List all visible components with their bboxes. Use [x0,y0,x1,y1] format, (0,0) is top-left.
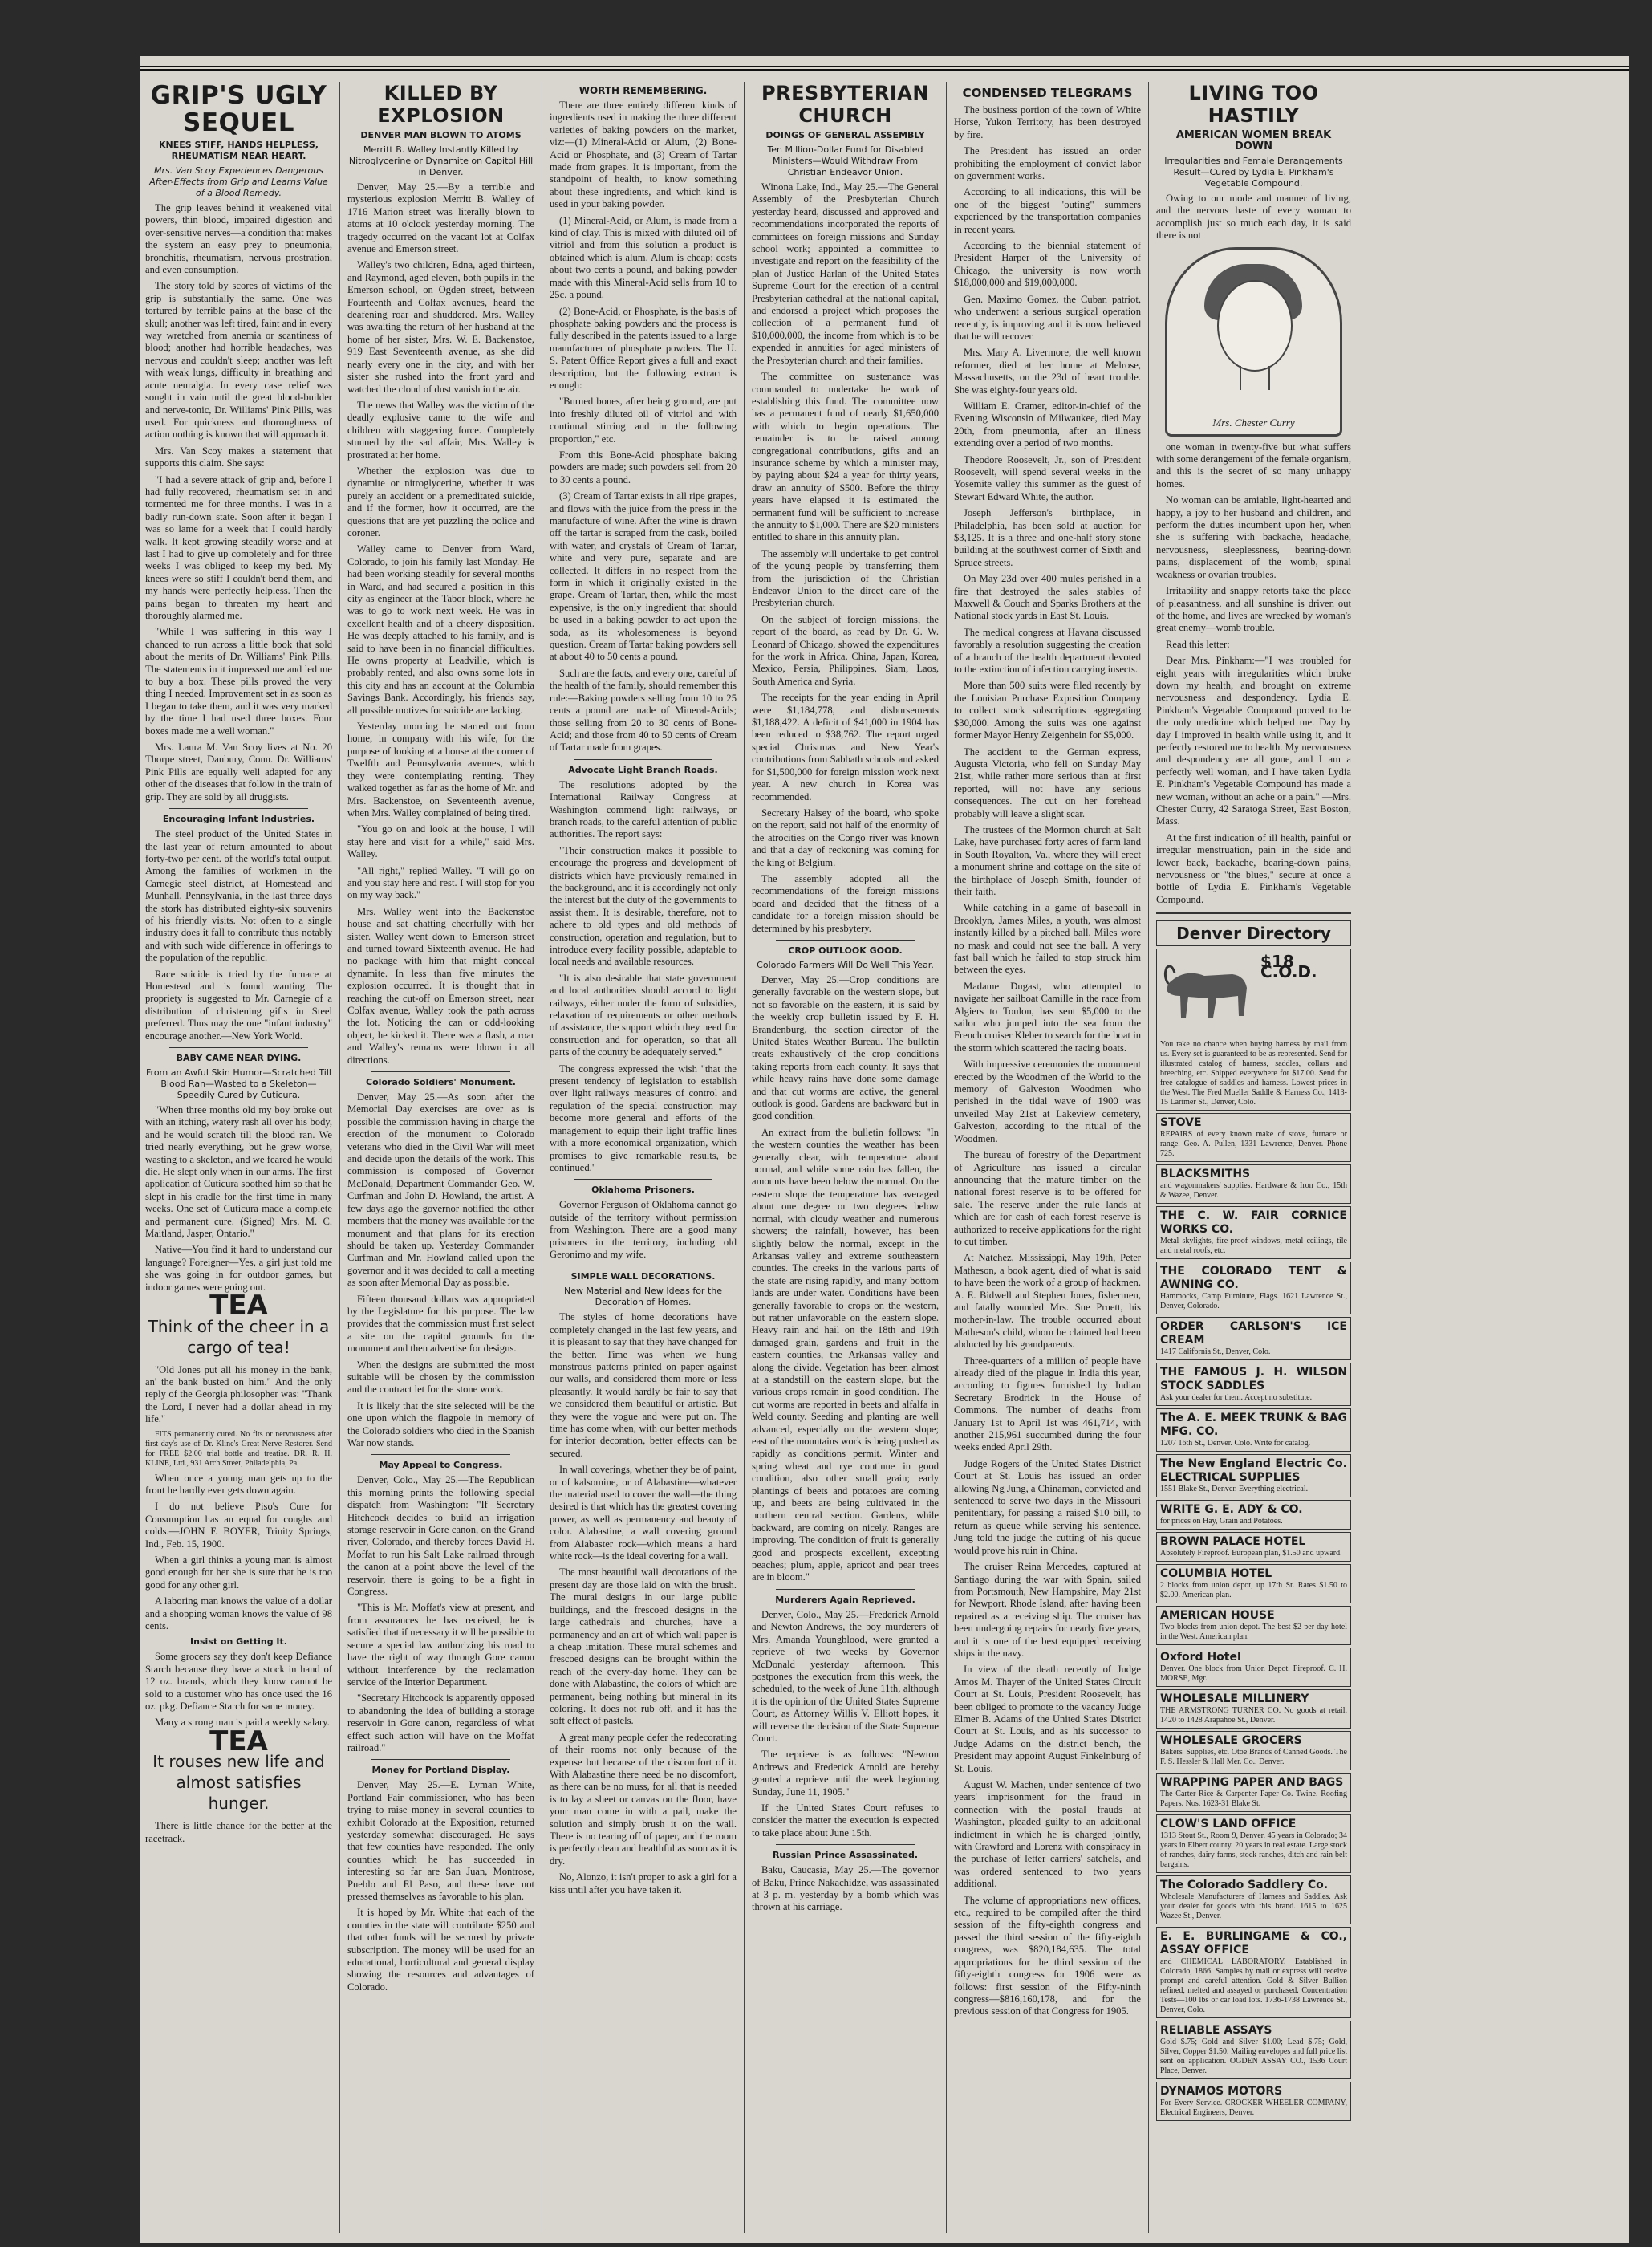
classified-ad-text: THE ARMSTRONG TURNER CO. No goods at retail. 1420 to 1428 Arapahoe St., Denver. [1160,1706,1347,1725]
paragraph: Mrs. Laura M. Van Scoy lives at No. 20 Thorpe street, Danbury, Conn. Dr. Williams' Pink Pills are equally well adapted for any other of the diseases that follow in the train of grip. They are sold by all druggists. [145,742,332,802]
paragraph: According to all indications, this will be one of the biggest "outing" summers experienced by the transportation companies in recent years. [954,186,1141,235]
horse-icon [1160,952,1256,1032]
classified-ad [1156,1606,1351,1645]
subhead: AMERICAN WOMEN BREAK DOWN [1175,129,1332,152]
paragraph: "I had a severe attack of grip and, before I had fully recovered, rheumatism set in and tormented me for three months. I was in a badly run-down state. Soon after it began I was so lame for a week that I could hardly walk. It kept growing steadily worse and at last I had to give up completely and for three weeks I was obliged to keep my bed. My knees were so stiff I couldn't bend them, and my hands were perfectly helpless. Then the pains began to threaten my heart and thoroughly alarmed me. [145,473,332,621]
separator [371,1759,510,1760]
paragraph: Walley's two children, Edna, aged thirteen, and Raymond, aged eleven, both pupils in the Emerson school, on Ogden street, between Fourteenth and Colfax avenues, heard the deafening roar and shuddered. Mrs. Walley was awaiting the return of her husband at the home of her sister, Mrs. W. E. Backenstoe, 919 East Seventeenth avenue, as she did nearly every one in the city, and with her sister she rushed into the front yard and watched the cloud of dust vanish in the air. [347,259,534,395]
fits-ad: FITS permanently cured. No fits or nervousness after first day's use of Dr. Kline's Great Nerve Restorer. Send for FREE $2.00 trial bottle and treatise. DR. R. H. KLINE, Ltd., 931 Arch Street, Philadelphia, Pa. [145,1429,332,1468]
classified-ad-heading: The A. E. MEEK TRUNK & BAG MFG. CO. [1160,1412,1347,1439]
column-2 [343,82,539,2233]
paragraph: Denver, Colo., May 25.—The Republican this morning prints the following special dispatch from Washington: "If Secretary Hitchcock decides to build an irrigation storage reservoir in Gore canon, on the Grand river, Colorado, and thereby forces David H. Moffat to run his Salt Lake railroad through the canon at a point above the level of the reservoir, there is going to be a fight in Congress. [347,1474,534,1598]
separator [574,759,712,760]
classified-ad-text: 1207 16th St., Denver. Colo. Write for catalog. [1160,1439,1311,1449]
paragraph: "This is Mr. Moffat's view at present, and from assurances he has received, he is satisfied that if necessary it will be possible to secure a special law authorizing his road to have the right of way through Gore canon without interference by the reclamation service of the Interior Department. [347,1602,534,1688]
paragraph: At Natchez, Mississippi, May 19th, Peter Matheson, a book agent, died of what is said to have been the work of a group of hackmen. A. E. Bidwell and Stephen Jones, fishermen, and fatally wounded Mrs. Sue Pruett, his mother-in-law. The trouble occurred about Matheson's child, whom he claimed had been abducted by his grandparents. [954,1252,1141,1351]
top-border-rule [140,66,1629,71]
classified-ad-text: Ask your dealer for them. Accept no substitute. [1160,1393,1313,1403]
headline-worth-remembering: WORTH REMEMBERING. [578,85,708,96]
classified-ad-text: and CHEMICAL LABORATORY. Established in Colorado, 1866. Samples by mail or express will receive prompt and careful attention. Gold & Silver Bullion refined, melted and assayed or purchased. Concentration Tests—100 lbs or car load lots. 1736-1738 Lawrence St., Denver, Colo. [1160,1957,1347,2015]
paragraph: The most beautiful wall decorations of the present day are those laid on with the brush. The mural designs in our large public buildings, and the frescoed designs in the large cathedrals and churches, have a permanency and an art of which wall paper is a cheap imitation. These mural schemes and frescoed designs can be brought within the reach of the every-day home. They can be done with Alabastine, the colors of which are permanent, being nothing but mineral in its coloring. It does not rub off, and it has the soft effect of pastels. [550,1566,737,1727]
paragraph: When the designs are submitted the most suitable will be chosen by the commission and the contract let for the stone work. [347,1359,534,1396]
paragraph: "When three months old my boy broke out with an itching, watery rash all over his body, and he would scratch till the blood ran. We tried nearly everything, but he grew worse, wasting to a skeleton, and we feared he would die. He slept only when in our arms. The first application of Cuticura soothed him so that he slept in his cradle for the first time in many weeks. One set of Cuticura made a complete and permanent cure. (Signed) Mrs. M. C. Maitland, Jasper, Ontario." [145,1104,332,1240]
column-4 [747,82,944,2233]
portrait-caption: Mrs. Chester Curry [1212,416,1295,429]
classified-ad-text: Two blocks from union depot. The best $2-per-day hotel in the West. American plan. [1160,1623,1347,1642]
paragraph: The reprieve is as follows: "Newton Andrews and Frederick Arnold are hereby granted a reprieve until the week beginning Sunday, June 11, 1905." [752,1749,939,1798]
classified-ad-text: 1313 Stout St., Room 9, Denver. 45 years in Colorado; 34 years in Elbert county. 20 years in real estate. Large stock of ranches, dairy farms, stock ranches, ditch and rain belt bargains. [1160,1831,1347,1870]
tea-ad-text: It rouses new life and almost satisfies hunger. [152,1752,325,1814]
paragraph: Race suicide is tried by the furnace at Homestead and is found wanting. The propriety is suggested to Mr. Carnegie of a distribution of christening gifts in Steel preferred. Thus may the one "infant industry" encourage another.—New York World. [145,968,332,1042]
classified-ad-heading: BLACKSMITHS [1160,1168,1251,1181]
paragraph: No woman can be amiable, light-hearted and happy, a joy to her husband and children, and perform the duties incumbent upon her, when she is suffering with backache, headache, nervousness, sleeplessness, bearing-down pains, displacement of the womb, spinal weakness or ovarian troubles. [1156,494,1351,580]
headline-wall-decorations: SIMPLE WALL DECORATIONS. [570,1271,716,1282]
subhead-deck: Ten Million-Dollar Fund for Disabled Ministers—Would Withdraw From Christian Endeavor Union. [767,144,923,177]
paragraph: When a girl thinks a young man is almost good enough for her she is sure that he is too good for any other girl. [145,1554,332,1591]
subhead-insist: Insist on Getting It. [190,1636,287,1648]
column-3 [545,82,741,2233]
denver-directory-banner [1156,920,1351,946]
paragraph: I do not believe Piso's Cure for Consumption has an equal for coughs and colds.—JOHN F. BOYER, Trinity Springs, Ind., Feb. 15, 1900. [145,1501,332,1550]
column-6 [1151,82,1356,2233]
paragraph: Denver, May 25.—E. Lyman White, Portland Fair commissioner, who has been trying to raise money in several counties to exhibit Colorado at the Exposition, returned yesterday somewhat discouraged. He says that few counties have responded. The only counties which he has succeeded in interesting so far are San Juan, Montrose, Pueblo and El Paso, and these have not pressed themselves as favorable to his plan. [347,1779,534,1902]
paragraph: When once a young man gets up to the front he hardly ever gets down again. [145,1472,332,1496]
classified-ad [1156,1408,1351,1452]
paragraph: Denver, May 25.—As soon after the Memorial Day exercises are over as is possible the commission having in charge the erection of the monument to Colorado veterans who died in the Civil War will meet and decide upon the details of the work. This commission is composed of Governor McDonald, Department Commander Geo. W. Curfman and John D. Howland, the artist. A few days ago the governor notified the other members that the money was available for the monument and that plans for its erection should be taken up. Yesterday Commander Curfman and Mr. Howland called upon the governor and it was decided to call a meeting as soon after Memorial Day as possible. [347,1091,534,1289]
classified-ad-heading: THE COLORADO TENT & AWNING CO. [1160,1265,1347,1292]
subhead-deck: From an Awful Skin Humor—Scratched Till Blood Ran—Wasted to a Skeleton—Speedily Cured by Cuticura. [146,1067,331,1100]
paragraph: "Their construction makes it possible to encourage the progress and development of districts which have previously remained in the background, and it is accordingly not only the interest but the duty of the governments to assist them. It is desirable, therefore, not to adhere to old types and old methods of construction, operation and regulation, but to introduce every facility possible, adaptable to local needs and available resources. [550,844,737,968]
classified-ad-heading: CLOW'S LAND OFFICE [1160,1818,1297,1831]
classified-ad [1156,1564,1351,1603]
paragraph: The styles of home decorations have completely changed in the last few years, and it is pleasant to say that they have changed for the better. Time was when we hung monstrous patterns printed on paper against our walls, and considered them more or less pleasantly. It would hardly be fair to say that we considered them beautiful or artistic. But they were the vogue and were put on. The time has come when, with our better methods for interior decoration, better effects can be secured. [550,1311,737,1459]
classified-ad-heading: COLUMBIA HOTEL [1160,1567,1272,1581]
paragraph: According to the biennial statement of President Harper of the University of Chicago, the university is now worth $18,000,000 and $19,000,000. [954,240,1141,289]
classified-ad [1156,1262,1351,1314]
paragraph: The resolutions adopted by the International Railway Congress at Washington commend light railways, or branch roads, to the careful attention of public authorities. The report says: [550,778,737,840]
paragraph: "While I was suffering in this way I chanced to run across a little book that sold about the merits of Dr. Williams' Pink Pills. The statements in it impressed me and led me to buy a box. These pills proved the very thing I needed. Improvement set in as soon as I began to take them, and it was very marked by the time I had used three boxes. Four boxes made me a well woman." [145,626,332,737]
paragraph: (3) Cream of Tartar exists in all ripe grapes, and flows with the juice from the press in the manufacture of wine. After the wine is drawn off the tartar is scraped from the cask, boiled with water, and crystals of Cream of Tartar, white and very pure, separate and are collected. It differs in no respect from the form in which it originally existed in the grape. Cream of Tartar, then, while the most expensive, is the only ingredient that should be used in a baking powder to act upon the soda, as its wholesomeness is beyond question. Cream of Tartar baking powders sell at about 40 to 50 cents a pound. [550,490,737,663]
paragraph: On the subject of foreign missions, the report of the board, as read by Dr. G. W. Leonard of Chicago, showed the expenditures for the work in Africa, China, Japan, Korea, Mexico, Persia, Philippines, Siam, Laos, South America and Syria. [752,613,939,687]
classified-ad [1156,1164,1351,1204]
classified-ad [1156,2082,1351,2121]
paragraph: The business portion of the town of White Horse, Yukon Territory, has been destroyed by fire. [954,104,1141,140]
paragraph: Such are the facts, and every one, careful of the health of the family, should remember this rule:—Baking powders selling from 10 to 25 cents a pound are made of Mineral-Acids; those selling from 20 to 30 cents of Bone-Acid; and those from 40 to 50 cents of Cream of Tartar made from grapes. [550,667,737,754]
classified-ad-heading: WHOLESALE MILLINERY [1160,1692,1309,1706]
subhead-deck: Irregularities and Female Derangements Result—Cured by Lydia E. Pinkham's Vegetable Compound. [1164,156,1343,189]
subhead-deck: New Material and New Ideas for the Decoration of Homes. [564,1286,722,1308]
separator [1156,912,1351,914]
paragraph: The bureau of forestry of the Department of Agriculture has issued a circular announcing that the mature timber on the national forest reserve is to be offered for sale. The reserve under the rule lands at which are for cash of each forest reserve is authorized to receive applications for the right to cut timber. [954,1149,1141,1247]
harness-text: You take no chance when buying harness by mail from us. Every set is guaranteed to be as represented. Send for illustrated catalog of harness, saddles, collars and breeching, etc. Shipped everywhere for $17.00. Send for free catalogue of saddles and harness. Lowest prices in the West. The Fred Mueller Saddle & Harness Co., 1413-15 Larimer St., Denver, Colo. [1160,1040,1347,1107]
classified-ad [1156,1532,1351,1562]
classified-ad [1156,1113,1351,1162]
paragraph: Joseph Jefferson's birthplace, in Philadelphia, has been sold at auction for $3,125. It is a three and one-half story stone building at the southwest corner of Sixth and Spruce streets. [954,507,1141,568]
classified-ad [1156,1454,1351,1497]
paragraph: There is little chance for the better at the racetrack. [145,1820,332,1844]
paragraph: (1) Mineral-Acid, or Alum, is made from a kind of clay. This is mixed with diluted oil of vitriol and from this solution a product is obtained which is alum. Alum is cheap; costs about two cents a pound, and baking powder made with this Mineral-Acid sells from 10 to 25c. a pound. [550,214,737,301]
classified-ad-heading: THE C. W. FAIR CORNICE WORKS CO. [1160,1209,1347,1237]
classified-ad-text: For Every Service. CROCKER-WHEELER COMPANY, Electrical Engineers, Denver. [1160,2099,1347,2118]
paragraph: The assembly will undertake to get control of the young people by transferring them from the jurisdiction of the Christian Endeavor Union to the direct care of the Presbyterian church. [752,547,939,609]
classified-ad [1156,1773,1351,1812]
classified-ad-heading: RELIABLE ASSAYS [1160,2024,1272,2038]
paragraph: The accident to the German express, Augusta Victoria, who fell on Sunday May 21st, while rather more serious than at first reported, will not have any serious consequences. The cut on her forehead probably will leave a slight scar. [954,746,1141,819]
paragraph: The steel product of the United States in the last year of return amounted to about forty-two per cent. of the world's total output. Among the families of workmen in the Carnegie steel district, at Homestead and Munhall, Pennsylvania, in the last three days the stork has distributed eighty-six souvenirs of his friendly visits. Not often to a single industry does it fall to contribute thus notably and with such wide difference in offerings to the population of the republic. [145,828,332,964]
classified-ad-text: 2 blocks from union depot, up 17th St. Rates $1.50 to $2.00. American plan. [1160,1581,1347,1600]
separator [371,1454,510,1455]
tea-ad-heading: TEA [209,1725,268,1757]
paragraph: Whether the explosion was due to dynamite or nitroglycerine, whether it was purely an accident or a premeditated suicide, and if the former, how it occurred, are the questions that are yet puzzling the police and coroner. [347,465,534,538]
classified-ad-text: 1417 California St., Denver, Colo. [1160,1347,1271,1357]
paragraph: "Burned bones, after being ground, are put into freshly diluted oil of vitriol and with continual stirring and in the following proportion," etc. [550,396,737,445]
classified-ad [1156,1689,1351,1729]
subhead: DENVER MAN BLOWN TO ATOMS [360,130,522,140]
paragraph: "It is also desirable that state government and local authorities should accord to light railways, either under the form of subsidies, relaxation of requirements or other methods of assistance, the support which they need for construction and for operation, so that all parts of the country be adequately served." [550,972,737,1058]
subhead-deck: Mrs. Van Scoy Experiences Dangerous After-Effects from Grip and Learns Value of a Blood Remedy. [149,165,328,198]
face-shape [1217,280,1293,372]
paragraph: Fifteen thousand dollars was appropriated by the Legislature for this purpose. The law provides that the commission must first select a site on the capitol grounds for the monument and then advertise for designs. [347,1293,534,1355]
paragraph: Some grocers say they don't keep Defiance Starch because they have a stock in hand of 12 oz. brands, which they know cannot be sold to a customer who has once used the 16 oz. pkg. Defiance Starch for same money. [145,1651,332,1713]
classified-ad-text: Bakers' Supplies, etc. Otoe Brands of Canned Goods. The F. S. Hessler & Hall Mer. Co., Denver. [1160,1748,1347,1767]
headline-grips-ugly-sequel: GRIP'S UGLY SEQUEL [150,82,327,137]
tea-ad-heading: TEA [209,1290,268,1323]
subhead: KNEES STIFF, HANDS HELPLESS, RHEUMATISM NEAR HEART. [159,140,319,161]
classified-ad-heading: WRITE G. E. ADY & CO. [1160,1503,1303,1517]
classified-ad-text: Denver. One block from Union Depot. Fireproof. C. H. MORSE, Mgr. [1160,1664,1347,1684]
separator [776,1844,915,1845]
subhead-infant-industries: Encouraging Infant Industries. [162,814,315,825]
paragraph: The news that Walley was the victim of the deadly explosive came to the wife and children with staggering force. Completely stunned by the sad affair, Mrs. Walley is prostrated at her home. [347,399,534,461]
paragraph: Baku, Caucasia, May 25.—The governor of Baku, Prince Nakachidze, was assassinated at 3 p. m. yesterday by a bomb which was thrown at his carriage. [752,1864,939,1913]
subhead-russian-prince: Russian Prince Assassinated. [772,1850,919,1861]
paragraph: Mrs. Walley went into the Backenstoe house and sat chatting cheerfully with her sister. Walley went down to Emerson street and turned toward Sixteenth avenue. He had no package with him that might conceal dynamite. In less than five minutes the explosion occurred. It is thought that in reaching the cut-off on Emerson street, near Colfax avenue, Walley took the path across the lot. Noticing the can or odd-looking object, he kicked it. There was a flash, a roar and Walley's remains were blown in all directions. [347,905,534,1066]
paragraph: "You go on and look at the house, I will stay here and visit for a while," said Mrs. Walley. [347,823,534,860]
paragraph: An extract from the bulletin follows: "In the western counties the weather has been generally clear, with temperature about normal, and while some rain has fallen, the amounts have been below the normal. On the eastern slope the temperature has averaged about one degree or two degrees below normal, with cloudy weather and numerous showers; the rainfall, however, has been slightly below the normal, except in the Arkansas valley and extreme southeastern counties. The creeks in the various parts of the state are rising rapidly, and many bottom lands are under water. Conditions have been generally favorable to crops on the western, but rather unfavorable on the eastern slope. Heavy rain and hail on the 18th and 19th damaged grain, gardens and fruit in the eastern counties, the Arkansas valley and along the divide. Vegetation has been almost at a standstill on the eastern slope, but the various crops remain in good condition. The cut worms are reported in beets and alfalfa in Weld county. Seeding and planting are well advanced, especially on the western slope; east of the mountains work is being pushed as rapidly as conditions permit. Winter and spring wheat and rye continue in good condition, also other small grain; early plantings of beets and potatoes are coming up, and beets are being cultivated in the northern central section. Gardens, while backward, are coming on nicely. Ranges are improving. The condition of fruit is generally good and prospects excellent, excepting peaches; plum, apple, apricot and pear trees are in bloom." [752,1126,939,1583]
classified-ad-text: REPAIRS of every known make of stove, furnace or range. Geo. A. Pullen, 1331 Lawrence, Denver. Phone 725. [1160,1130,1347,1159]
directory-title: Denver Directory [1176,924,1331,944]
classified-ad [1156,1648,1351,1687]
classified-ad-text: 1551 Blake St., Denver. Everything electrical. [1160,1485,1309,1494]
paragraph: A great many people defer the redecorating of their rooms not only because of the expense but because of the discomfort of it. With Alabastine there need be no discomfort, as there can be no muss, for all that is needed is to lay a sheet or canvas on the floor, have your man come in with a pail, make the solution and simply brush it on the wall. There is no tearing off of paper, and the room is perfectly clean and healthful as soon as it is dry. [550,1731,737,1867]
paragraph: The trustees of the Mormon church at Salt Lake, have purchased forty acres of farm land in South Royalton, Va., where they will erect a monument shrine and cottage on the site of the birthplace of Joseph Smith, founder of their faith. [954,823,1141,897]
neck-shape [1240,366,1270,390]
paragraph: No, Alonzo, it isn't proper to ask a girl for a kiss until after you have taken it. [550,1871,737,1896]
paragraph: Denver, May 25.—Crop conditions are generally favorable on the western slope, but not so favorable on the eastern, it is said by the weekly crop bulletin issued by F. H. Brandenburg, the section director of the United States Weather Bureau. The bulletin treats exhaustively of the crop conditions taking reports from each county. It says that while heavy rains have done some damage and that cut worms are active, the general outlook is good. Gardens are backward but in good condition. [752,973,939,1122]
paragraph: The medical congress at Havana discussed favorably a resolution suggesting the creation of a branch of the health department devoted to the extinction of infection carrying insects. [954,626,1141,676]
subhead-deck: Merritt B. Walley Instantly Killed by Nitroglycerine or Dynamite on Capitol Hill in Denver. [348,144,534,177]
paragraph: The congress expressed the wish "that the present tendency of legislation to establish over light railways measures of control and regulation of the special construction may become more general and efforts of the management to equip their light traffic lines with a more economical organization, which promises to give remarkable results, be continued." [550,1063,737,1173]
paragraph: If the United States Court refuses to consider the matter the execution is expected to take place about June 15th. [752,1802,939,1839]
classified-ad-heading: STOVE [1160,1116,1202,1130]
paragraph: Denver, May 25.—By a terrible and mysterious explosion Merritt B. Walley of 1716 Marion street was literally blown to atoms at 10 o'clock yesterday morning. The tragedy occurred on the vacant lot at Colfax avenue and Emerson street. [347,181,534,255]
separator [371,1071,510,1072]
paragraph: Madame Dugast, who attempted to navigate her sailboat Camille in the race from Algiers to Toulon, has sent $5,000 to the sailor who jumped into the sea from the French cruiser Kleber to search for the boat in the storm which scattered the racing boats. [954,980,1141,1054]
subhead-branch-roads: Advocate Light Branch Roads. [568,764,718,775]
paragraph: The President has issued an order prohibiting the employment of convict labor on government works. [954,145,1141,182]
classified-ad-heading: ORDER CARLSON'S ICE CREAM [1160,1320,1347,1347]
subhead-portland: Money for Portland Display. [371,1765,510,1776]
paragraph: August W. Machen, under sentence of two years' imprisonment for the fraud in connection with the postal frauds at Washington, pleaded guilty to an additional indictment in which he is charged jointly, with Crawford and Lorenz with conspiracy in the purchase of letter carriers' satchels, and was ordered sentenced to two years additional. [954,1779,1141,1890]
paragraph: In wall coverings, whether they be of paint, or of kalsomine, or of Alabastine—whatever the material used to cover the wall—the thing desired is that which has the greatest covering power, as well as permanency and beauty of color. Alabastine, a wall covering ground from Alabaster rock—which means a hard white rock—is the ideal covering for a wall. [550,1464,737,1562]
separator [776,940,915,941]
column-rule [744,82,745,2233]
classified-ad-text: The Carter Rice & Carpenter Paper Co. Twine. Roofing Papers. Nos. 1623-31 Blake St. [1160,1790,1347,1809]
classified-ad-heading: AMERICAN HOUSE [1160,1609,1275,1623]
paragraph: Dear Mrs. Pinkham:—"I was troubled for eight years with irregularities which broke down my health, and brought on extreme nervousness and despondency. Lydia E. Pinkham's Vegetable Compound proved to be the only medicine which helped me. Day by day I improved in health while using it, and it perfectly restored me to health. My nervousness and despondency are all gone, and I am a perfectly well woman, and I have taken Lydia E. Pinkham's Vegetable Compound has made a new woman, without an ache or a pain." —Mrs. Chester Curry, 42 Saratoga Street, East Boston, Mass. [1156,655,1351,827]
paragraph: The assembly adopted all the recommendations of the foreign missions board and decided that the fitness of a candidate for a foreign mission should be determined by his presbytery. [752,872,939,934]
horse-harness-illustration [1160,952,1347,1040]
paragraph: Yesterday morning he started out from home, in company with his wife, for the purpose of looking at a house at the corner of Twelfth and Pennsylvania avenues, which they were contemplating renting. They walked together as far as the home of Mr. and Mrs. Backenstoe, on Seventeenth avenue, when Mrs. Walley complained of being tired. [347,721,534,819]
separator [169,808,308,809]
subhead: DOINGS OF GENERAL ASSEMBLY [765,130,925,140]
paragraph: The committee on sustenance was commanded to undertake the work of establishing this fund. The committee now has a permanent fund of nearly $1,650,000 with which to begin operations. The remainder is to be raised among congregational contributions, gifts and an insurance scheme by which a minister may, by paying about $24 a year for thirty years, draw an annuity of $500. Before the thirty years have elapsed it is estimated the permanent fund will be sufficient to increase the annuity to $1,000. There are $20 ministers entitled to share in this annuity plan. [752,371,939,543]
subhead-deck: Colorado Farmers Will Do Well This Year. [757,959,934,970]
paragraph: "Old Jones put all his money in the bank, an' the bank busted on him." And the only reply of the Georgia philosopher was: "Thank the Lord, I never had a dollar ahead in my life." [145,1363,332,1425]
paragraph: Native—You find it hard to understand our language? Foreigner—Yes, a girl just told me she was going in for outdoor games, but indoor games were going out. [145,1244,332,1293]
classified-ad-heading: WRAPPING PAPER AND BAGS [1160,1776,1344,1790]
paragraph: The grip leaves behind it weakened vital powers, thin blood, impaired digestion and over-sensitive nerves—a condition that makes the system an easy prey to pneumonia, bronchitis, rheumatism, nervous prostration, and even consumption. [145,202,332,276]
paragraph: While catching in a game of baseball in Brooklyn, James Miles, a youth, was almost instantly killed by a pitched ball. Miles wore no mask and could not see the ball. A very fast ball which he failed to stop struck him between the eyes. [954,902,1141,976]
newspaper-page [140,56,1629,2243]
paragraph: Gen. Maximo Gomez, the Cuban patriot, who underwent a serious surgical operation recently, is improving and it is now believed that he will recover. [954,293,1141,342]
paragraph: Governor Ferguson of Oklahoma cannot go outside of the territory without permission from Washington. There are a good many prisoners in the territory, including old Geronimo and my wife. [550,1199,737,1260]
paragraph: Judge Rogers of the United States District Court at St. Louis has issued an order allowing Ng Jung, a Chinaman, convicted and sentenced to serve two days in the Missouri penitentiary, for passing a raised $10 bill, to return as queue while serving his sentence. Jung told the judge the cutting of his queue would prove his ruin in China. [954,1457,1141,1556]
paragraph: (2) Bone-Acid, or Phosphate, is the basis of phosphate baking powders and the process is fully described in the patents issued to a large manufacturer of phosphate powders. The U. S. Patent Office Report gives a full and exact description, but the following extract is enough: [550,305,737,391]
paragraph: The cruiser Reina Mercedes, captured at Santiago during the war with Spain, sailed from Portsmouth, New Hampshire, May 21st for Newport, Rhode Island, after having been repaired as a receiving ship. The cruiser has been undergoing repairs for nearly five years, and it is one of the best equipped receiving ships in the navy. [954,1561,1141,1659]
classified-ad-text: Absolutely Fireproof. European plan, $1.50 and upward. [1160,1549,1342,1558]
paragraph: More than 500 suits were filed recently by the Louisian Purchase Exposition Company to collect stock subscriptions aggregating $30,000. Among the suits was one against former Mayor Henry Zeigenhein for $5,000. [954,680,1141,742]
classified-ad-heading: E. E. BURLINGAME & CO., ASSAY OFFICE [1160,1930,1347,1957]
classified-ads-list [1156,1113,1351,2121]
subhead-murderers-reprieved: Murderers Again Reprieved. [775,1594,915,1605]
paragraph: Three-quarters of a million of people have already died of the plague in India this year, according to figures furnished by Indian Secretary Brodrick in the House of Commons. The number of deaths from January 1st to April 1st was 461,714, with another 215,961 succumbed during the four weeks ended April 29th. [954,1355,1141,1453]
headline-condensed-telegrams: CONDENSED TELEGRAMS [962,86,1133,100]
portrait-illustration [1165,247,1342,437]
paragraph: "Secretary Hitchcock is apparently opposed to abandoning the idea of building a storage reservoir in Gore canon, regardless of what effect such action will have on the Moffat railroad." [347,1692,534,1753]
paragraph: The volume of appropriations new offices, etc., required to be compiled after the third session of the fifty-eighth congress and passed the third session of the fifty-eighth congress, was $820,184,635. The total appropriations for the third session of the fifty-eighth congress for 1906 were as follows: first session of the Fifty-ninth congress—$816,160,178, and for the previous session of that Congress for 1905. [954,1894,1141,2017]
paragraph: Denver, Colo., May 25.—Frederick Arnold and Newton Andrews, the boy murderers of Mrs. Amanda Youngblood, were granted a reprieve of two weeks by Governor McDonald yesterday afternoon. This postpones the execution from this week, the scheduled, to the week of June 11th, although it is the opinion of the United States Supreme Court, as Attorney Willis V. Elliott hopes, it will reverse the decision of the State Supreme Court. [752,1608,939,1744]
paragraph: From this Bone-Acid phosphate baking powders are made; such powders sell from 20 to 30 cents a pound. [550,449,737,486]
paragraph: There are three entirely different kinds of ingredients used in making the three different varieties of baking powders on the market, viz:—(1) Mineral-Acid or Alum, (2) Bone-Acid or Phosphate, and (3) Cream of Tartar made from grapes. It is important, from the standpoint of health, to know something about these ingredients, and which kind is used in your baking powder. [550,100,737,210]
paragraph: Secretary Halsey of the board, who spoke on the report, said not half of the enormity of the atrocities on the Congo river was known and that a day of reckoning was coming for the king of Belgium. [752,807,939,868]
classified-ad [1156,1363,1351,1406]
classified-ad [1156,1927,1351,2018]
classified-ad-heading: Oxford Hotel [1160,1651,1241,1664]
paragraph: The story told by scores of victims of the grip is substantially the same. One was tortured by terrible pains at the base of the skull; another was left tired, faint and in every way wretched from anemia or scantiness of blood; another had horrible headaches, was nervous and couldn't sleep; another was left with weak lungs, difficulty in breathing and acute neuralgia. In every case relief was sought in vain until the great blood-builder and nerve-tonic, Dr. Williams' Pink Pills, was used. For quickness and thoroughness of action nothing is known that will approach it. [145,280,332,441]
paragraph: The receipts for the year ending in April were $1,184,778, and disbursements $1,188,422. A deficit of $41,000 in 1904 has been reduced to $38,762. The report urged special Christmas and New Year's contributions from Sabbath schools and asked for $1,500,000 for foreign mission work next year. A new church in Korea was recommended. [752,692,939,802]
tea-ad-text: Think of the cheer in a cargo of tea! [148,1316,330,1357]
subhead-soldiers-monument: Colorado Soldiers' Monument. [366,1077,516,1088]
classified-ad [1156,2021,1351,2079]
column-rule [339,82,340,2233]
classified-ad-heading: WHOLESALE GROCERS [1160,1734,1302,1748]
paragraph: In view of the death recently of Judge Amos M. Thayer of the United States Circuit Court at St. Louis, President Roosevelt, has been obliged to promote to the vacancy Judge Elmer B. Adams of the United States District Court at St. Louis, and as his successor to Judge Adams on the district bench, the President may appoint August Finkelnburg of St. Louis. [954,1664,1141,1774]
classified-ad-text: and wagonmakers' supplies. Hardware & Iron Co., 15th & Wazee, Denver. [1160,1181,1347,1201]
classified-ad-text: for prices on Hay, Grain and Potatoes. [1160,1517,1283,1526]
harness-ad [1156,949,1351,1111]
paragraph: Irritability and snappy retorts take the place of pleasantness, and all sunshine is driven out of the home, and lives are wrecked by woman's great enemy—womb trouble. [1156,585,1351,634]
separator [169,1047,308,1048]
paragraph: Read this letter: [1166,638,1230,650]
harness-price: $18 C.O.D. [1260,952,1317,982]
headline-crop-outlook: CROP OUTLOOK GOOD. [788,945,903,956]
paragraph: On May 23d over 400 mules perished in a fire that destroyed the sales stables of Maxwell & Couch and Sparks Brothers at the National stock yards in East St. Louis. [954,573,1141,622]
paragraph: William E. Cramer, editor-in-chief of the Evening Wisconsin of Milwaukee, died May 20th, from pneumonia, after an illness extending over a period of two months. [954,400,1141,449]
column-rule [946,82,947,2233]
paragraph: Theodore Roosevelt, Jr., son of President Roosevelt, will spend several weeks in the Yosemite valley this summer as the guest of Stewart Edward White, the author. [954,453,1141,502]
paragraph: It is likely that the site selected will be the one upon which the flagpole in memory of the Colorado soldiers who died in the Spanish War now stands. [347,1400,534,1449]
column-rule [1148,82,1149,2233]
classified-ad [1156,1875,1351,1924]
classified-ad-heading: BROWN PALACE HOTEL [1160,1535,1306,1549]
subhead-appeal-congress: May Appeal to Congress. [379,1460,503,1471]
paragraph: "All right," replied Walley. "I will go on and you stay here and rest. I will stop for you on my way back." [347,864,534,901]
paragraph: Winona Lake, Ind., May 25.—The General Assembly of the Presbyterian Church yesterday heard, discussed and approved and recommendations incorporated the reports of committees on foreign missions and Sunday school work; appointed a committee to investigate and report on the feasibility of the plan of Justice Harlan of the United States Supreme Court for the erection of a central Presbyterian cathedral at the national capital, and endorsed a project which proposes the collection of a permanent fund of $10,000,000, the income from which is to be expended in annuities for aged ministers of the Presbyterian church and their families. [752,181,939,366]
classified-ad [1156,1731,1351,1770]
paragraph: At the first indication of ill health, painful or irregular menstruation, pain in the side and lower back, backache, bearing-down pains, nervousness or "the blues," secure at once a bottle of Lydia E. Pinkham's Vegetable Compound. [1156,831,1351,905]
classified-ad-heading: The New England Electric Co. ELECTRICAL SUPPLIES [1160,1457,1347,1485]
paragraph: A laboring man knows the value of a dollar and a shopping woman knows the value of 98 cents. [145,1595,332,1631]
subhead-oklahoma-prisoners: Oklahoma Prisoners. [591,1184,695,1196]
classified-ad-text: Gold $.75; Gold and Silver $1.00; Lead $.75; Gold, Silver, Copper $1.50. Mailing envelopes and full price list sent on application. OGDEN ASSAY CO., 1536 Court Place, Denver. [1160,2038,1347,2076]
classified-ad-heading: DYNAMOS MOTORS [1160,2085,1283,2099]
separator [574,1179,712,1180]
column-5 [949,82,1146,2233]
headline-baby-came-near-dying: BABY CAME NEAR DYING. [176,1053,302,1063]
classified-ad [1156,1317,1351,1360]
paragraph: With impressive ceremonies the monument erected by the Woodmen of the World to the memory of Galveston Woodmen who perished in the tidal wave of 1900 was unveiled May 21st at Lakeview cemetery, Galveston, according to the ritual of the Woodmen. [954,1058,1141,1144]
paragraph: Owing to our mode and manner of living, and the nervous haste of every woman to accomplish just so much each day, it is said there is not [1156,193,1351,242]
paragraph: one woman in twenty-five but what suffers with some derangement of the female organism, and this is the secret of so many unhappy homes. [1156,441,1351,490]
classified-ad-heading: The Colorado Saddlery Co. [1160,1879,1329,1892]
separator [776,1589,915,1590]
column-1 [140,82,337,2233]
classified-ad [1156,1500,1351,1530]
paragraph: Walley came to Denver from Ward, Colorado, to join his family last Monday. He had been working steadily for several months in Ward, and had secured a position in this city as engineer at the Tabor block, where he was to go to work next week. He was in excellent health and of a cheery disposition. He was deeply attached to his family, and is said to have been in no financial difficulties. He owns property at Leadville, which is probably rented, and also owns some lots in this city and has an account at the Columbia Savings Bank. Accordingly, his friends say, all possible motives for suicide are lacking. [347,543,534,716]
classified-ad-heading: THE FAMOUS J. H. WILSON STOCK SADDLES [1160,1366,1347,1393]
paragraph: Many a strong man is paid a weekly salary. [155,1717,330,1729]
paragraph: It is hoped by Mr. White that each of the counties in the state will contribute $250 and that other funds will be secured by private subscription. The money will be used for an educational, horticultural and general display showing the resources and advantages of Colorado. [347,1907,534,1993]
headline-presbyterian-church: PRESBYTERIAN CHURCH [761,82,929,127]
paragraph: Mrs. Van Scoy makes a statement that supports this claim. She says: [145,445,332,469]
paragraph: Mrs. Mary A. Livermore, the well known reformer, died at her home at Melrose, Massachusetts, on the 23d of heart trouble. She was eighty-four years old. [954,347,1141,396]
classified-ad [1156,1814,1351,1873]
headline-killed-by-explosion: KILLED BY EXPLOSION [377,82,505,127]
classified-ad-text: Hammocks, Camp Furniture, Flags. 1621 Lawrence St., Denver, Colorado. [1160,1292,1347,1311]
headline-living-too-hastily: LIVING TOO HASTILY [1188,82,1319,127]
classified-ad-text: Metal skylights, fire-proof windows, metal ceilings, tile and metal roofs, etc. [1160,1237,1347,1256]
classified-ad-text: Wholesale Manufacturers of Harness and Saddles. Ask your dealer for goods with this brand. 1615 to 1625 Wazee St., Denver. [1160,1892,1347,1921]
classified-ad [1156,1206,1351,1259]
